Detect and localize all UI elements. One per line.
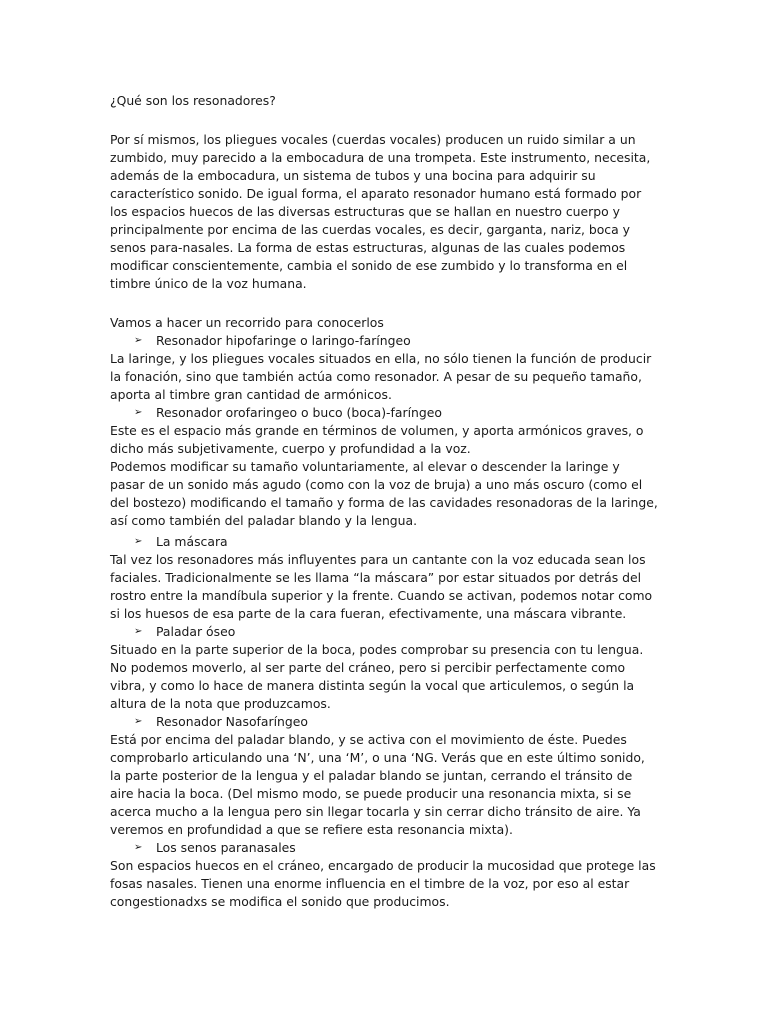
section-paragraph: Podemos modificar su tamaño voluntariamente, al elevar o descender la laringe y pasar de un sonido más agudo (como con la voz de bruja) a uno más oscuro (como el del bostezo) modificando el tamaño y forma de las cavidades resonadoras de la laringe, así como también del paladar blando y la lengua. [110,459,658,528]
lead-line: Vamos a hacer un recorrido para conocerlos [110,315,384,330]
bullet-item [110,839,658,857]
document-title: ¿Qué son los resonadores? [110,93,276,108]
section-mascara [110,533,658,623]
section-paragraph: Son espacios huecos en el cráneo, encargado de producir la mucosidad que protege las fosas nasales. Tienen una enorme influencia en el timbre de la voz, por eso al estar congestionadxs se modifica el sonido que producimos. [110,858,656,909]
document-page [110,92,658,911]
intro-paragraph: Por sí mismos, los pliegues vocales (cuerdas vocales) producen un ruido similar a un zumbido, muy parecido a la embocadura de una trompeta. Este instrumento, necesita, además de la embocadura, un sistema de tubos y una bocina para adquirir su característico sonido. De igual forma, el aparato resonador humano está formado por los espacios huecos de las diversas estructuras que se hallan en nuestro cuerpo y principalmente por encima de las cuerdas vocales, es decir, garganta, nariz, boca y senos para-nasales. La forma de estas estructuras, algunas de las cuales podemos modificar conscientemente, cambia el sonido de ese zumbido y lo transforma en el timbre único de la voz humana. [110,132,651,291]
section-heading: Resonador hipofaringe o laringo-faríngeo [156,333,411,348]
arrow-bullet-icon: ➢ [134,335,143,346]
arrow-bullet-icon: ➢ [134,716,143,727]
section-paragraph: Tal vez los resonadores más influyentes para un cantante con la voz educada sean los faciales. Tradicionalmente se les llama “la máscara” por estar situados por detrás del rostro entre la mandíbula superior y la frente. Cuando se activan, podemos notar como si los huesos de esa parte de la cara fueran, efectivamente, una máscara vibrante. [110,552,653,621]
bullet-item [110,713,658,731]
section-heading: Los senos paranasales [156,840,296,855]
section-heading: Resonador Nasofaríngeo [156,714,308,729]
section-paragraph: Situado en la parte superior de la boca, podes comprobar su presencia con tu lengua. No podemos moverlo, al ser parte del cráneo, pero si percibir perfectamente como vibra, y como lo hace de manera distinta según la vocal que articulemos, o según la altura de la nota que produzcamos. [110,642,644,711]
bullet-item [110,533,658,551]
bullet-item [110,404,658,422]
bullet-item [110,623,658,641]
arrow-bullet-icon: ➢ [134,626,143,637]
section-heading: La máscara [156,534,228,549]
section-nasofaringeo [110,713,658,839]
section-heading: Paladar óseo [156,624,236,639]
arrow-bullet-icon: ➢ [134,407,143,418]
bullet-item [110,332,658,350]
section-paragraph: Este es el espacio más grande en términos de volumen, y aporta armónicos graves, o dicho más subjetivamente, cuerpo y profundidad a la voz. [110,423,644,456]
arrow-bullet-icon: ➢ [134,842,143,853]
section-paragraph: Está por encima del paladar blando, y se activa con el movimiento de éste. Puedes comprobarlo articulando una ‘N’, una ‘M’, o una ‘NG. Verás que en este último sonido, la parte posterior de la lengua y el paladar blando se juntan, cerrando el tránsito de aire hacia la boca. (Del mismo modo, se puede producir una resonancia mixta, si se acerca mucho a la lengua pero sin llegar tocarla y sin cerrar dicho tránsito de aire. Ya veremos en profundidad a que se refiere esta resonancia mixta). [110,732,645,837]
section-paragraph: La laringe, y los pliegues vocales situados en ella, no sólo tienen la función de producir la fonación, sino que también actúa como resonador. A pesar de su pequeño tamaño, aporta al timbre gran cantidad de armónicos. [110,351,652,402]
section-heading: Resonador orofaringeo o buco (boca)-faríngeo [156,405,442,420]
section-senos-paranasales [110,839,658,911]
section-paladar-oseo [110,623,658,713]
section-hipofaringe [110,332,658,404]
arrow-bullet-icon: ➢ [134,536,143,547]
section-orofaringeo [110,404,658,530]
